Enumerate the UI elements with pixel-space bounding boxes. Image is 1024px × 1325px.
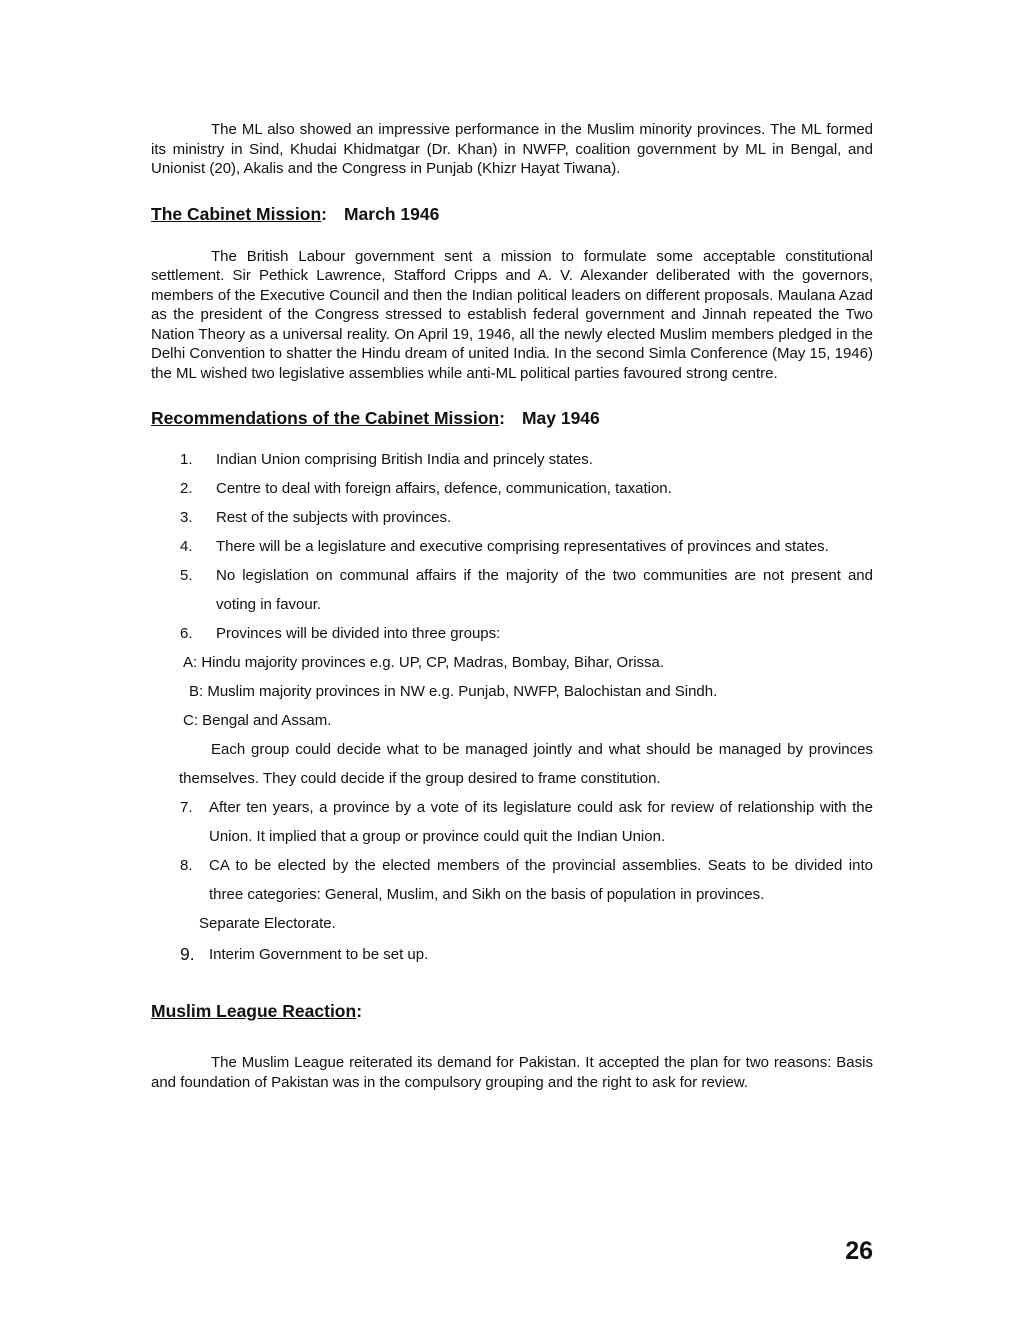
list-item-number: 5.	[180, 567, 193, 584]
list-item-number: 8.	[180, 857, 193, 874]
recommendations-colon: :	[499, 408, 505, 428]
list-item	[151, 851, 873, 909]
list-item-number: 6.	[180, 625, 193, 642]
ml-reaction-paragraph: The Muslim League reiterated its demand for Pakistan. It accepted the plan for two reasons: Basis and foundation of Pakistan was in the compulsory grouping and the right to ask for review.	[151, 1054, 873, 1091]
cabinet-mission-paragraph: The British Labour government sent a mission to formulate some acceptable constitutional settlement. Sir Pethick Lawrence, Stafford Cripps and A. V. Alexander deliberated with the governors, members of the Executive Council and then the Indian political leaders on different proposals. Maulana Azad as the president of the Congress stressed to establish federal government and Jinnah repeated the Two Nation Theory as a universal reality. On April 19, 1946, all the newly elected Muslim members pledged in the Delhi Convention to shatter the Hindu dream of united India. In the second Simla Conference (May 15, 1946) the ML wished two legislative assemblies while anti-ML political parties favoured strong centre.	[151, 247, 873, 382]
list-item	[151, 503, 873, 532]
cabinet-mission-colon: :	[321, 203, 327, 224]
list-item-text: Indian Union comprising British India and princely states.	[216, 451, 593, 468]
group-a: A: Hindu majority provinces e.g. UP, CP, Madras, Bombay, Bihar, Orissa.	[183, 654, 665, 671]
list-item-text: CA to be elected by the elected members of the provincial assemblies. Seats to be divided into three categories: General, Muslim, and Sikh on the basis of population in provinces.	[209, 857, 873, 903]
cabinet-mission-date: March 1946	[343, 203, 440, 224]
recommendations-title: Recommendations of the Cabinet Mission	[151, 408, 500, 428]
separate-electorate: Separate Electorate.	[199, 915, 336, 932]
page-number: 26	[845, 1237, 873, 1265]
group-note: Each group could decide what to be managed jointly and what should be managed by provinces themselves. They could decide if the group desired to frame constitution.	[179, 741, 873, 787]
list-item	[151, 793, 873, 851]
group-b: B: Muslim majority provinces in NW e.g. Punjab, NWFP, Balochistan and Sindh.	[189, 683, 718, 700]
recommendations-list	[151, 445, 873, 648]
list-item	[151, 532, 873, 561]
list-item	[151, 445, 873, 474]
list-item-number: 2.	[180, 480, 193, 497]
list-item	[151, 474, 873, 503]
list-item-text: After ten years, a province by a vote of its legislature could ask for review of relationship with the Union. It implied that a group or province could quit the Indian Union.	[209, 799, 873, 845]
list-item-text: Provinces will be divided into three groups:	[216, 625, 501, 642]
list-item-number: 9.	[180, 944, 195, 964]
ml-reaction-title: Muslim League Reaction	[151, 1001, 357, 1021]
ml-reaction-heading	[151, 1000, 873, 1022]
list-item-text: There will be a legislature and executive comprising representatives of provinces and states.	[216, 538, 829, 555]
list-item-text: Interim Government to be set up.	[209, 946, 429, 963]
intro-paragraph: The ML also showed an impressive performance in the Muslim minority provinces. The ML formed its ministry in Sind, Khudai Khidmatgar (Dr. Khan) in NWFP, coalition government by ML in Bengal, and Unionist (20), Akalis and the Congress in Punjab (Khizr Hayat Tiwana).	[151, 121, 873, 177]
list-item-text: No legislation on communal affairs if the majority of the two communities are not present and voting in favour.	[216, 567, 873, 613]
list-item-number: 4.	[180, 538, 193, 555]
recommendations-heading	[151, 407, 873, 429]
list-item-text: Rest of the subjects with provinces.	[216, 509, 452, 526]
document-page	[151, 120, 873, 1092]
list-item-text: Centre to deal with foreign affairs, defence, communication, taxation.	[216, 480, 672, 497]
group-c: C: Bengal and Assam.	[183, 712, 332, 729]
list-item-number: 7.	[180, 799, 193, 816]
list-item-number: 1.	[180, 451, 193, 468]
list-item-number: 3.	[180, 509, 193, 526]
cabinet-mission-title: The Cabinet Mission	[151, 203, 322, 224]
recommendations-date: May 1946	[521, 408, 600, 428]
recommendations-list-final	[151, 940, 873, 969]
list-item	[151, 561, 873, 619]
recommendations-list-continued	[151, 793, 873, 909]
list-item	[151, 940, 873, 969]
list-item	[151, 619, 873, 648]
ml-reaction-colon: :	[356, 1001, 363, 1021]
cabinet-mission-heading	[151, 203, 873, 225]
